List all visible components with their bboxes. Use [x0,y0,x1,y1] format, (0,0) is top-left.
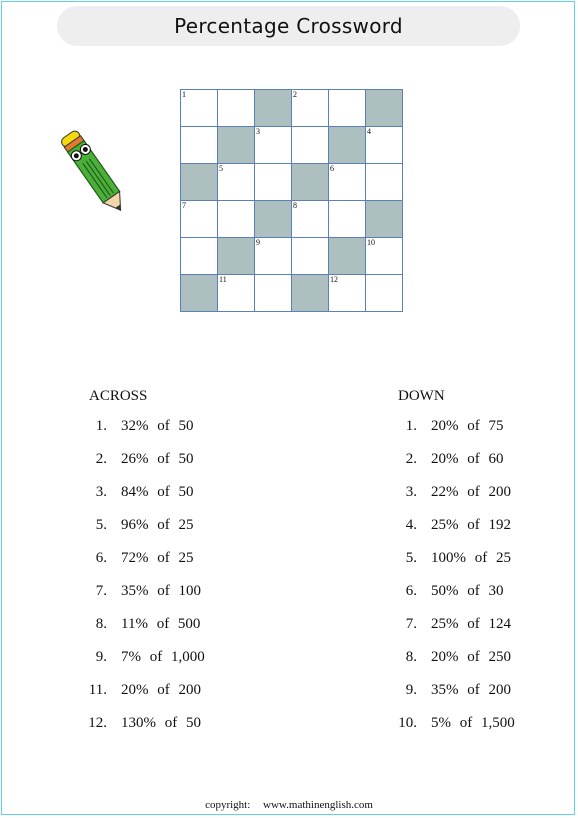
clue-text: 20% of 75 [431,418,504,434]
across-clue [88,713,201,733]
across-clue [95,416,194,436]
answer-cell[interactable] [218,90,255,127]
footer [0,799,578,811]
copyright-label: copyright: [205,799,251,811]
title-bar [57,6,520,46]
clue-text: 7% of 1,000 [121,649,205,665]
answer-cell[interactable] [366,164,403,201]
blocked-cell [218,127,255,164]
across-heading: ACROSS [89,388,148,404]
answer-cell[interactable] [329,164,366,201]
cell-number: 12 [330,275,338,284]
answer-cell[interactable] [292,201,329,238]
answer-cell[interactable] [255,127,292,164]
answer-cell[interactable] [292,238,329,275]
blocked-cell [218,238,255,275]
down-clue [405,614,511,634]
answer-cell[interactable] [366,238,403,275]
answer-cell[interactable] [218,201,255,238]
clue-number: 8. [405,649,417,665]
clue-text: 25% of 192 [431,517,511,533]
cell-number: 7 [182,201,186,210]
answer-cell[interactable] [366,127,403,164]
clue-text: 72% of 25 [121,550,194,566]
across-clue [88,680,201,700]
clue-text: 22% of 200 [431,484,511,500]
crossword-grid [180,89,403,312]
clue-text: 5% of 1,500 [431,715,515,731]
across-clue [95,482,194,502]
clue-text: 96% of 25 [121,517,194,533]
clue-number: 9. [95,649,107,665]
pencil-mascot-icon [55,128,135,228]
clue-text: 20% of 60 [431,451,504,467]
down-clue [405,647,511,667]
blocked-cell [181,164,218,201]
clue-number: 1. [405,418,417,434]
blocked-cell [181,275,218,312]
across-clue [95,614,201,634]
clue-number: 1. [95,418,107,434]
down-clue [405,548,511,568]
answer-cell[interactable] [329,275,366,312]
clue-number: 2. [405,451,417,467]
clue-text: 35% of 200 [431,682,511,698]
blocked-cell [292,275,329,312]
down-clue [405,680,511,700]
clue-text: 100% of 25 [431,550,511,566]
blocked-cell [329,127,366,164]
blocked-cell [255,201,292,238]
cell-number: 9 [256,238,260,247]
clue-text: 20% of 250 [431,649,511,665]
clue-number: 7. [405,616,417,632]
clue-number: 6. [95,550,107,566]
cell-number: 2 [293,90,297,99]
down-clue [405,515,511,535]
clue-number: 8. [95,616,107,632]
blocked-cell [255,90,292,127]
clue-text: 25% of 124 [431,616,511,632]
down-clue [405,416,504,436]
cell-number: 10 [367,238,375,247]
clue-text: 26% of 50 [121,451,194,467]
blocked-cell [366,201,403,238]
blocked-cell [329,238,366,275]
cell-number: 6 [330,164,334,173]
clue-number: 3. [95,484,107,500]
down-clue [405,581,504,601]
answer-cell[interactable] [181,90,218,127]
answer-cell[interactable] [218,164,255,201]
clue-text: 130% of 50 [121,715,201,731]
cell-number: 11 [219,275,227,284]
answer-cell[interactable] [329,90,366,127]
clue-text: 11% of 500 [121,616,201,632]
clue-number: 10. [398,715,417,731]
blocked-cell [366,90,403,127]
cell-number: 8 [293,201,297,210]
answer-cell[interactable] [181,201,218,238]
clue-number: 7. [95,583,107,599]
cell-number: 3 [256,127,260,136]
page-title: Percentage Crossword [174,14,403,38]
across-clue [95,647,205,667]
down-clue [405,449,504,469]
blocked-cell [292,164,329,201]
answer-cell[interactable] [181,127,218,164]
clue-text: 20% of 200 [121,682,201,698]
clue-number: 11. [88,682,107,698]
answer-cell[interactable] [181,238,218,275]
down-clue [398,713,515,733]
clue-number: 5. [95,517,107,533]
answer-cell[interactable] [366,275,403,312]
across-clue [95,449,194,469]
clue-number: 9. [405,682,417,698]
across-clue [95,515,194,535]
answer-cell[interactable] [292,127,329,164]
cell-number: 4 [367,127,371,136]
clue-number: 5. [405,550,417,566]
answer-cell[interactable] [218,275,255,312]
clue-number: 3. [405,484,417,500]
website-text: www.mathinenglish.com [263,799,373,811]
cell-number: 1 [182,90,186,99]
clue-number: 12. [88,715,107,731]
answer-cell[interactable] [255,275,292,312]
answer-cell[interactable] [329,201,366,238]
across-clue [95,581,201,601]
cell-number: 5 [219,164,223,173]
clue-text: 50% of 30 [431,583,504,599]
across-clue [95,548,194,568]
answer-cell[interactable] [255,164,292,201]
answer-cell[interactable] [255,238,292,275]
clue-text: 84% of 50 [121,484,194,500]
down-clue [405,482,511,502]
clue-number: 2. [95,451,107,467]
clue-number: 6. [405,583,417,599]
clue-number: 4. [405,517,417,533]
clue-text: 32% of 50 [121,418,194,434]
down-heading: DOWN [398,388,445,404]
clue-text: 35% of 100 [121,583,201,599]
answer-cell[interactable] [292,90,329,127]
